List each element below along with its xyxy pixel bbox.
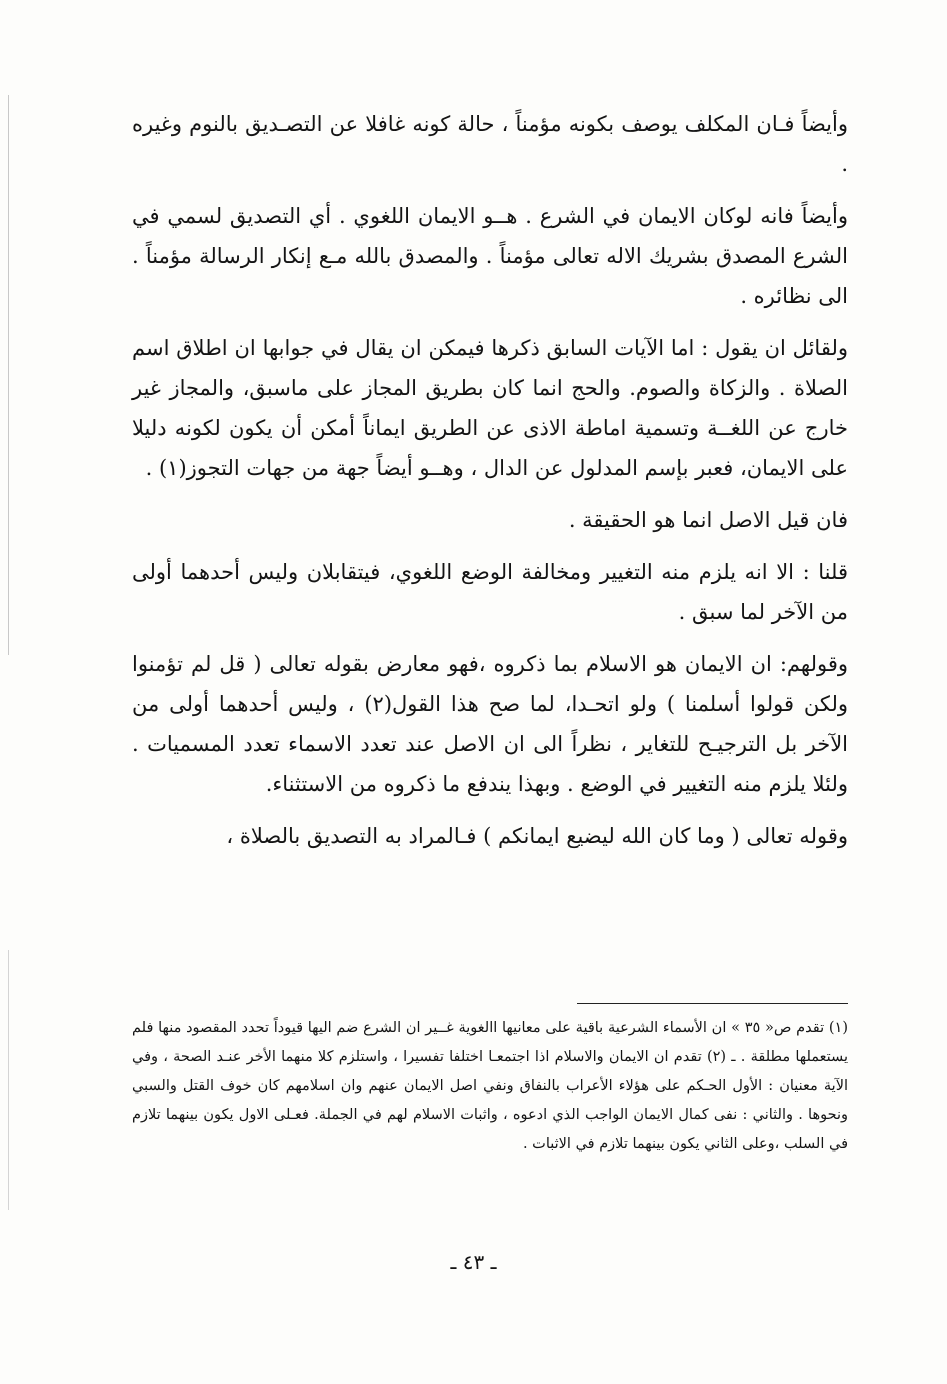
scan-edge-line bbox=[8, 95, 9, 655]
paragraph-1: وأيضاً فـان المكلف يوصف بكونه مؤمناً ، حالة كونه غافلا عن التصـديق بالنوم وغيره . bbox=[132, 112, 848, 176]
footnotes bbox=[132, 1014, 848, 1159]
paragraph-3: ولقائل ان يقول : اما الآيات السابق ذكرها فيمكن ان يقال في جوابها ان اطلاق اسم الصلاة . والزكاة والصوم. والحج انما كان بطريق المجاز على ماسبق، والمجاز غير خارج عن اللغــة وتسمية اماطة الاذى عن الطريق ايماناً أمكن أن يكون لكونه دليلا على الايمان، فعبر بإسم المدلول عن الدال ، وهــو أيضاً جهة من جهات التجوز(١) . bbox=[132, 336, 848, 480]
paragraph-6: وقولهم: ان الايمان هو الاسلام بما ذكروه ،فهو معارض بقوله تعالى ( قل لم تؤمنوا ولكن قولوا أسلمنا ) ولو اتحـدا، لما صح هذا القول(٢) ، وليس أحدهما أولى من الآخر بل الترجيـح للتغاير ، نظراً الى ان الاصل عند تعدد الاسماء تعدد المسميات . ولئلا يلزم منه التغيير في الوضع . وبهذا يندفع ما ذكروه من الاستثناء. bbox=[132, 652, 848, 796]
page-number: ـ ٤٣ ـ bbox=[450, 1250, 497, 1274]
main-text bbox=[132, 104, 848, 868]
paragraph-4: فان قيل الاصل انما هو الحقيقة . bbox=[568, 508, 848, 532]
paragraph-5: قلنا : الا انه يلزم منه التغيير ومخالفة الوضع اللغوي، فيتقابلان وليس أحدهما أولى من الآخر لما سبق . bbox=[132, 560, 848, 624]
scan-edge-line-lower bbox=[8, 950, 9, 1210]
footnote-divider bbox=[577, 1003, 848, 1004]
paragraph-2: وأيضاً فانه لوكان الايمان في الشرع . هــو الايمان اللغوي . أي التصديق لسمي في الشرع المصدق بشريك الاله تعالى مؤمناً . والمصدق بالله مـع إنكار الرسالة مؤمناً . الى نظائره . bbox=[132, 204, 848, 308]
footnote-text: (١) تقدم ص« ٣٥ » ان الأسماء الشرعية باقية على معانيها االغوية غــير ان الشرع ضم اليها قيوداً تحدد المقصود منها فلم يستعملها مطلقة . ـ (٢) تقدم ان الايمان والاسلام اذا اجتمعـا اختلفا تفسيرا ، واستلزم كلا منهما الأخر عنـد الصحة ، وفي الآية معنيان : الأول الحـكم على هؤلاء الأعراب بالنفاق ونفي اصل الايمان عنهم وان اسلامهم كان خوف القتل والسبي ونحوها . والثاني : نفى كمال الايمان الواجب الذي ادعوه ، واثبات الاسلام لهم في الجملة. فعـلى الاول يكون بينهما تلازم في السلب ،وعلى الثاني يكون بينهما تلازم في الاثبات . bbox=[132, 1020, 849, 1152]
paragraph-7: وقوله تعالى ( وما كان الله ليضيع ايمانكم ) فـالمراد به التصديق بالصلاة ، bbox=[226, 824, 848, 848]
